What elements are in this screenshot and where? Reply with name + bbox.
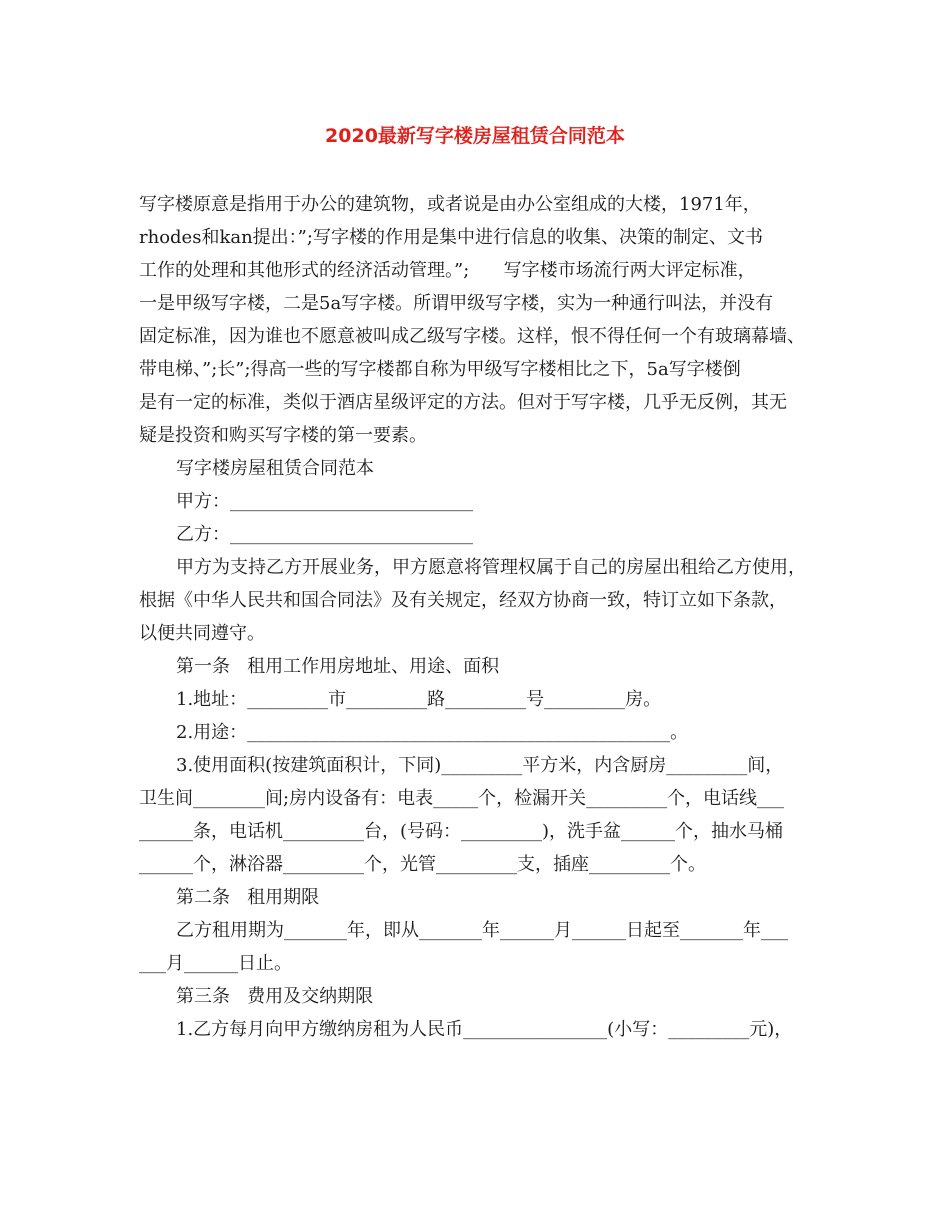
preamble-line-3: 以便共同遵守。 [139,623,265,644]
contract-heading: 写字楼房屋租赁合同范本 [176,458,374,479]
article-2-heading: 第二条 租用期限 [176,887,320,908]
article-1-area-line-3: ______条，电话机_________台，(号码：_________)，洗手盆______个，抽水马桶 [139,821,784,842]
intro-line-3: 工作的处理和其他形式的经济活动管理。”; 写字楼市场流行两大评定标准， [139,260,756,281]
preamble-line-2: 根据《中华人民共和国合同法》及有关规定，经双方协商一致，特订立如下条款， [139,590,787,611]
intro-line-6: 带电梯、”;长”;得高一些的写字楼都自称为甲级写字楼相比之下，5a写字楼倒 [139,359,741,380]
intro-line-7: 是有一定的标准，类似于酒店星级评定的方法。但对于写字楼，几乎无反例，其无 [139,392,787,413]
intro-line-4: 一是甲级写字楼，二是5a写字楼。所谓甲级写字楼，实为一种通行叫法，并没有 [139,293,774,314]
intro-line-2: rhodes和kan提出：”;写字楼的作用是集中进行信息的收集、决策的制定、文书 [139,227,763,248]
preamble-line-1: 甲方为支持乙方开展业务，甲方愿意将管理权属于自己的房屋出租给乙方使用， [176,557,806,578]
article-1-area-line-2: 卫生间________间;房内设备有：电表_____个，检漏开关_________个，电话线___ [139,788,785,809]
party-b-field: 乙方：___________________________ [176,524,473,545]
article-1-address: 1.地址：_________市_________路_________号_________房。 [176,689,662,710]
article-1-area-line-1: 3.使用面积(按建筑面积计，下同)_________平方米，内含厨房_________间， [176,755,784,776]
article-2-term-line-1: 乙方租用期为_______年，即从_______年______月______日起至_______年___ [176,920,788,941]
article-3-rent-line: 1.乙方每月向甲方缴纳房租为人民币________________(小写：_________元)， [176,1019,793,1040]
article-1-purpose: 2.用途：_______________________________________________。 [176,722,689,743]
article-1-area-line-4: ______个，淋浴器_________个，光管_________支，插座_________个。 [139,854,706,875]
article-2-term-line-2: ___月______日止。 [139,953,292,974]
article-1-heading: 第一条 租用工作用房地址、用途、面积 [176,656,500,677]
intro-line-8: 疑是投资和购买写字楼的第一要素。 [139,425,427,446]
document-title: 2020最新写字楼房屋租赁合同范本 [325,125,625,147]
article-3-heading: 第三条 费用及交纳期限 [176,986,374,1007]
intro-line-5: 固定标准，因为谁也不愿意被叫成乙级写字楼。这样，恨不得任何一个有玻璃幕墙、 [139,326,805,347]
party-a-field: 甲方：___________________________ [176,491,473,512]
intro-line-1: 写字楼原意是指用于办公的建筑物，或者说是由办公室组成的大楼，1971年， [139,194,761,215]
